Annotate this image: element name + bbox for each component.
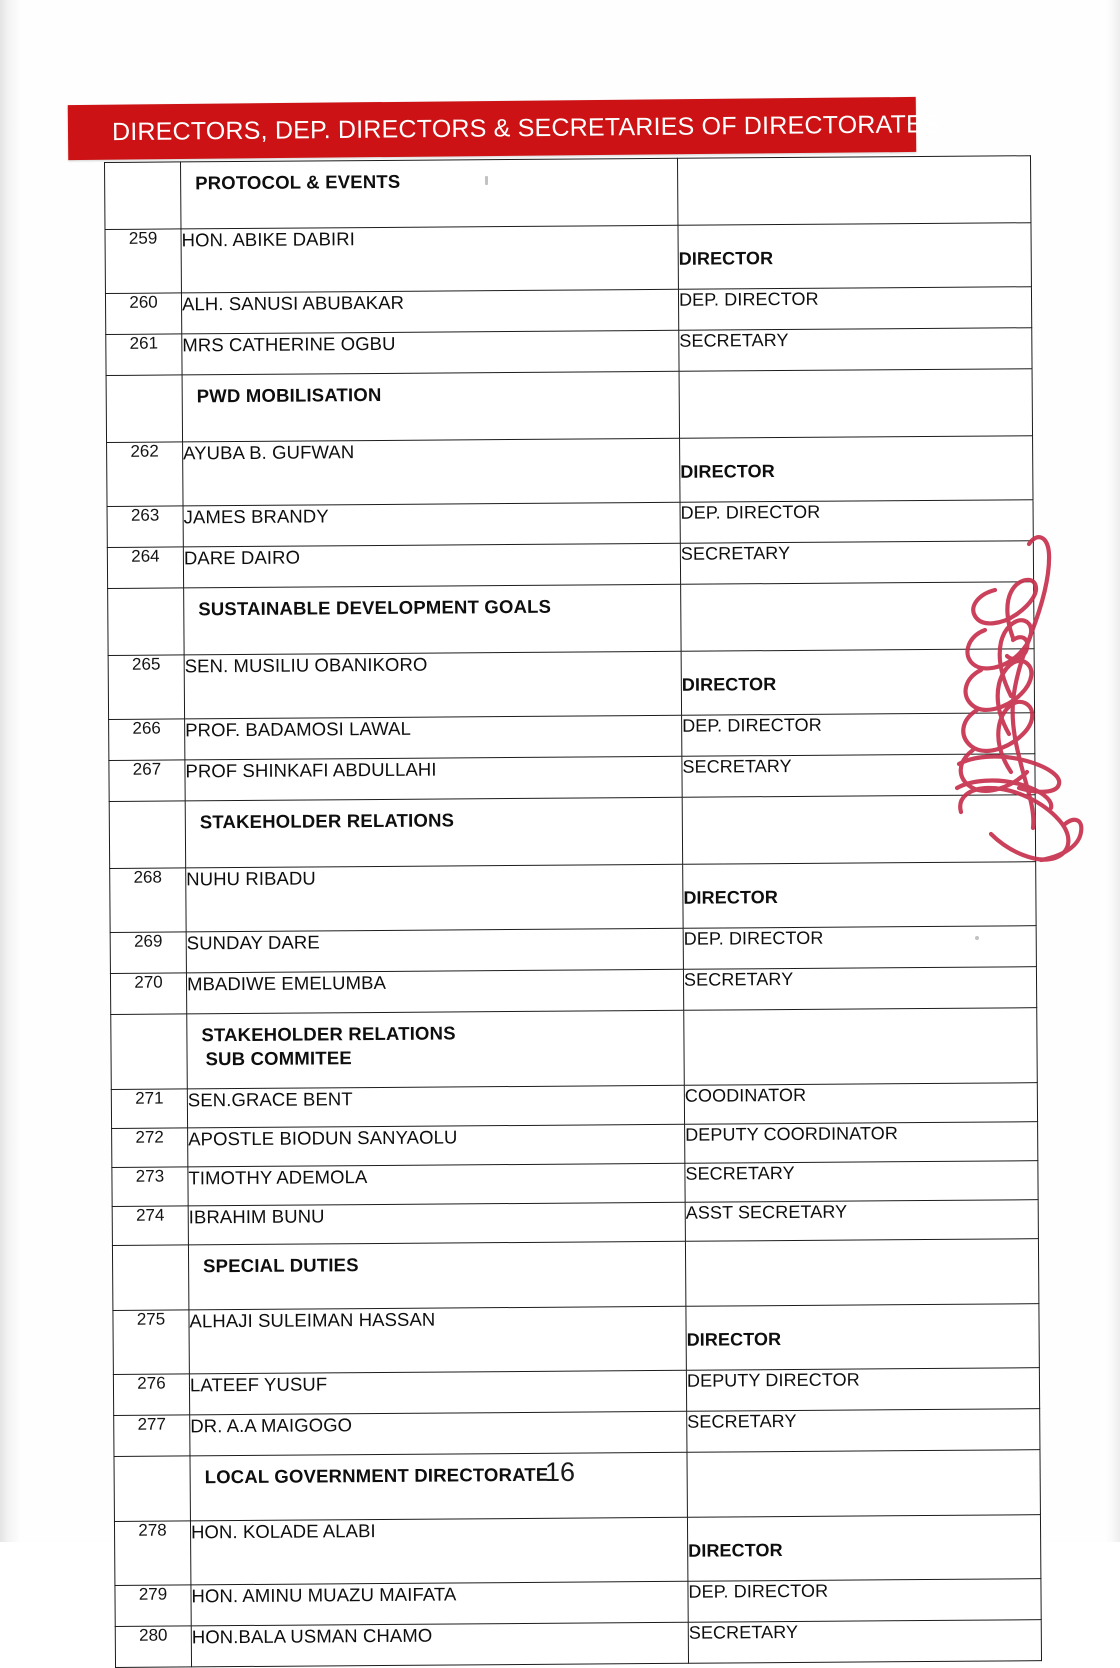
table-row <box>115 1579 1041 1627</box>
section-role-cell <box>679 369 1032 439</box>
section-heading-row <box>111 1008 1038 1090</box>
row-person-name: SUNDAY DARE <box>186 928 683 973</box>
table-row <box>109 754 1035 802</box>
row-position-title: DEP. DIRECTOR <box>682 713 1035 757</box>
row-position-title: SECRETARY <box>679 328 1032 372</box>
section-heading-row <box>105 156 1031 230</box>
row-position-title: ASST SECRETARY <box>685 1200 1038 1242</box>
row-person-name: HON. KOLADE ALABI <box>190 1517 687 1585</box>
row-position-title: SECRETARY <box>683 967 1036 1011</box>
table-row <box>108 649 1034 720</box>
row-position-title: SECRETARY <box>682 754 1035 798</box>
row-serial-number: 270 <box>110 973 186 1015</box>
appointments-table-wrapper <box>104 155 1041 1668</box>
table-row <box>110 967 1036 1015</box>
row-serial-number: 268 <box>110 868 186 933</box>
table-row <box>111 1083 1037 1129</box>
row-person-name: ALH. SANUSI ABUBAKAR <box>181 289 678 334</box>
row-serial-number: 262 <box>107 442 183 507</box>
row-person-name: APOSTLE BIODUN SANYAOLU <box>188 1124 685 1167</box>
table-row <box>107 436 1033 507</box>
row-person-name: MRS CATHERINE OGBU <box>182 330 679 375</box>
section-heading-label: SPECIAL DUTIES <box>188 1241 685 1310</box>
row-serial-number: 266 <box>109 719 185 761</box>
row-person-name: HON.BALA USMAN CHAMO <box>191 1622 688 1667</box>
row-serial-number: 269 <box>110 932 186 974</box>
table-row <box>106 328 1032 376</box>
table-row <box>105 287 1031 335</box>
section-heading-label: PROTOCOL & EVENTS <box>181 158 678 229</box>
table-row <box>109 713 1035 761</box>
section-number-cell <box>112 1245 188 1311</box>
section-heading-label: PWD MOBILISATION <box>182 371 679 442</box>
row-person-name: AYUBA B. GUFWAN <box>183 438 680 506</box>
section-heading-label: STAKEHOLDER RELATIONS SUB COMMITEE <box>187 1010 685 1089</box>
page-title: DIRECTORS, DEP. DIRECTORS & SECRETARIES OF DIRECTORATES <box>111 109 940 146</box>
row-serial-number: 279 <box>115 1585 191 1627</box>
row-position-title: SECRETARY <box>687 1409 1040 1453</box>
row-position-title: DEP. DIRECTOR <box>688 1579 1041 1623</box>
table-row <box>114 1515 1040 1586</box>
table-row <box>110 862 1036 933</box>
appointments-table <box>104 155 1042 1668</box>
row-serial-number: 259 <box>105 229 181 294</box>
row-person-name: TIMOTHY ADEMOLA <box>188 1163 685 1206</box>
row-serial-number: 264 <box>107 547 183 589</box>
row-serial-number: 267 <box>109 760 185 802</box>
row-person-name: SEN.GRACE BENT <box>187 1085 684 1128</box>
section-heading-row <box>106 369 1032 443</box>
section-role-cell <box>682 795 1035 865</box>
row-position-title: DIRECTOR <box>681 649 1034 716</box>
row-position-title: DEP. DIRECTOR <box>678 287 1031 331</box>
row-person-name: MBADIWE EMELUMBA <box>186 969 683 1014</box>
section-number-cell <box>106 375 182 443</box>
row-serial-number: 261 <box>106 334 182 376</box>
row-serial-number: 275 <box>113 1310 189 1375</box>
row-serial-number: 274 <box>112 1206 188 1246</box>
section-heading-label: LOCAL GOVERNMENT DIRECTORATE <box>190 1452 687 1521</box>
row-serial-number: 278 <box>114 1521 190 1586</box>
section-heading-row <box>108 582 1034 656</box>
table-row <box>110 926 1036 974</box>
section-heading-label-line2: SUB COMMITEE <box>205 1047 352 1070</box>
row-serial-number: 265 <box>108 655 184 720</box>
row-serial-number: 276 <box>113 1374 189 1416</box>
row-position-title: DIRECTOR <box>680 436 1033 503</box>
row-person-name: ALHAJI SULEIMAN HASSAN <box>189 1306 686 1374</box>
section-number-cell <box>105 162 181 230</box>
row-position-title: DIRECTOR <box>687 1515 1040 1582</box>
table-row <box>115 1620 1041 1668</box>
page-number: 16 <box>544 1457 576 1487</box>
section-role-cell <box>684 1008 1038 1086</box>
row-serial-number: 273 <box>112 1167 188 1207</box>
row-position-title: SECRETARY <box>685 1161 1038 1203</box>
row-person-name: PROF. BADAMOSI LAWAL <box>185 715 682 760</box>
row-serial-number: 280 <box>115 1626 191 1668</box>
row-person-name: SEN. MUSILIU OBANIKORO <box>184 651 681 719</box>
row-position-title: SECRETARY <box>680 541 1033 585</box>
section-role-cell <box>681 582 1034 652</box>
row-serial-number: 271 <box>111 1089 187 1129</box>
table-row <box>105 223 1031 294</box>
row-person-name: IBRAHIM BUNU <box>188 1202 685 1245</box>
row-serial-number: 260 <box>105 293 181 335</box>
section-number-cell <box>109 801 185 869</box>
row-position-title: DIRECTOR <box>683 862 1036 929</box>
section-number-cell <box>108 588 184 656</box>
section-role-cell <box>677 156 1030 226</box>
table-row <box>112 1200 1038 1246</box>
row-position-title: DIRECTOR <box>686 1304 1039 1371</box>
section-number-cell <box>111 1014 188 1090</box>
section-heading-row <box>112 1239 1038 1311</box>
row-position-title: DEPUTY COORDINATOR <box>685 1122 1038 1164</box>
row-position-title: SECRETARY <box>688 1620 1041 1664</box>
row-serial-number: 272 <box>112 1128 188 1168</box>
section-heading-label: STAKEHOLDER RELATIONS <box>185 797 682 868</box>
table-row <box>107 500 1033 548</box>
row-position-title: DEP. DIRECTOR <box>680 500 1033 544</box>
title-banner <box>68 97 940 160</box>
section-role-cell <box>685 1239 1038 1307</box>
row-person-name: NUHU RIBADU <box>186 864 683 932</box>
row-person-name: DR. A.A MAIGOGO <box>190 1411 687 1456</box>
table-row <box>112 1122 1038 1168</box>
row-person-name: LATEEF YUSUF <box>189 1370 686 1415</box>
row-position-title: DEP. DIRECTOR <box>683 926 1036 970</box>
row-person-name: JAMES BRANDY <box>183 502 680 547</box>
scan-speck <box>485 176 488 185</box>
table-row <box>112 1161 1038 1207</box>
section-heading-label: SUSTAINABLE DEVELOPMENT GOALS <box>184 584 681 655</box>
row-position-title: COODINATOR <box>684 1083 1037 1125</box>
row-person-name: DARE DAIRO <box>183 543 680 588</box>
row-person-name: HON. ABIKE DABIRI <box>181 225 678 293</box>
row-person-name: HON. AMINU MUAZU MAIFATA <box>191 1581 688 1626</box>
row-serial-number: 263 <box>107 506 183 548</box>
row-position-title: DEPUTY DIRECTOR <box>686 1368 1039 1412</box>
row-person-name: PROF SHINKAFI ABDULLAHI <box>185 756 682 801</box>
table-row <box>114 1409 1040 1457</box>
table-body <box>105 156 1042 1668</box>
section-heading-row <box>109 795 1035 869</box>
row-position-title: DIRECTOR <box>678 223 1031 290</box>
row-serial-number: 277 <box>114 1415 190 1457</box>
table-row <box>107 541 1033 589</box>
table-row <box>113 1304 1039 1375</box>
scan-speck <box>975 936 979 940</box>
table-row <box>113 1368 1039 1416</box>
